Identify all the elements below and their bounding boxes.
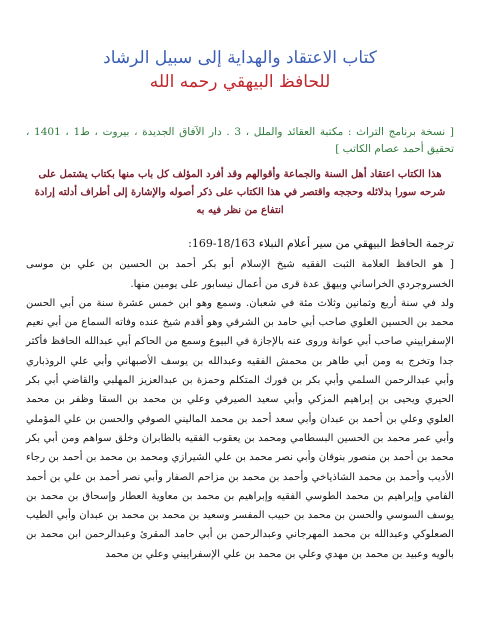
biography-paragraph: [ هو الحافظ العلامة الثبت الفقيه شيخ الإسلام أبو بكر أحمد بن الحسين بن علي بن موسى الخسروجردي الخراساني وبيهق عدة قرى من أعمال نيسابور على يومين منها. xyxy=(26,259,454,290)
book-description: هذا الكتاب اعتقاد أهل السنة والجماعة وأقوالهم وقد أفرد المؤلف كل باب منها بكتاب يشتمل على شرحه سورا بدلائله وحججه واقتصر في هذا الكتاب على ذكر أصوله والإشارة إلى أطراف أدلته إرادة انتفاع من نظر فيه به xyxy=(34,169,446,216)
biography-section xyxy=(26,234,454,564)
title-block xyxy=(26,46,454,94)
author-line: للحافظ البيهقي رحمه الله xyxy=(149,72,331,92)
biography-paragraph: ولد في سنة أربع وثمانين وثلاث مئة في شعبان. وسمع وهو ابن خمس عشرة سنة من أبي الحسن محمد بن الحسين العلوي صاحب أبي حامد بن الشرقي وهو أقدم شيخ عنده وفاته السماع من أبي نعيم الإسفراييني صاحب أبي عوانة وروى عنه بالإجازة في البيوع وسمع من الحاكم أبي عبدالله الحافظ فأكثر جدا وتخرج به ومن أبي طاهر بن محمش الفقيه وعبدالله بن يوسف الأصبهاني وأبي علي الروذباري وأبي عبدالرحمن السلمي وأبي بكر بن فورك المتكلم وحمزة بن عبدالعزيز المهلبي والقاضي أبي بكر الحيري ويحيى بن إبراهيم المزكي وأبي سعيد الصيرفي وعلي بن محمد بن السقا وظفر بن محمد العلوي وعلي بن أحمد بن عبدان وأبي سعد أحمد بن محمد الماليني الصوفي والحسن بن علي المؤملي وأبي عمر محمد بن الحسين البسطامي ومحمد بن يعقوب الفقيه بالطابران وخلق سواهم ومن أبي بكر محمد بن أحمد بن منصور بنوقان وأبي نصر محمد بن علي الشيرازي ومحمد بن محمد بن أحمد بن رجاء الأديب وأحمد بن محمد الشاذياخي وأحمد بن محمد بن مزاحم الصفار وأبي نصر أحمد بن علي بن أحمد الفامي وإبراهيم بن محمد الطوسي الفقيه وإبراهيم بن محمد بن معاوية العطار وإسحاق بن محمد بن يوسف السوسي والحسن بن محمد بن حبيب المفسر وسعيد بن محمد بن محمد بن عبدان وأبي الطيب الصعلوكي وعبدالله بن محمد المهرجاني وعبدالرحمن بن أبي حامد المقرئ وعبدالرحمن ابن محمد بن بالويه وعبيد بن محمد بن مهدي وعلي بن محمد بن علي الإسفراييني وعلي بن محمد xyxy=(26,297,454,560)
book-title: كتاب الاعتقاد والهداية إلى سبيل الرشاد xyxy=(103,48,377,68)
biography-heading: ترجمة الحافظ البيهقي من سير أعلام النبلاء 18/163-169: xyxy=(188,237,454,250)
source-note: [ نسخة برنامج التراث : مكتبة العقائد والملل ، 3 . دار الآفاق الجديدة ، بيروت ، ط1 ، 1401 ، تحقيق أحمد عصام الكاتب ] xyxy=(26,126,454,155)
